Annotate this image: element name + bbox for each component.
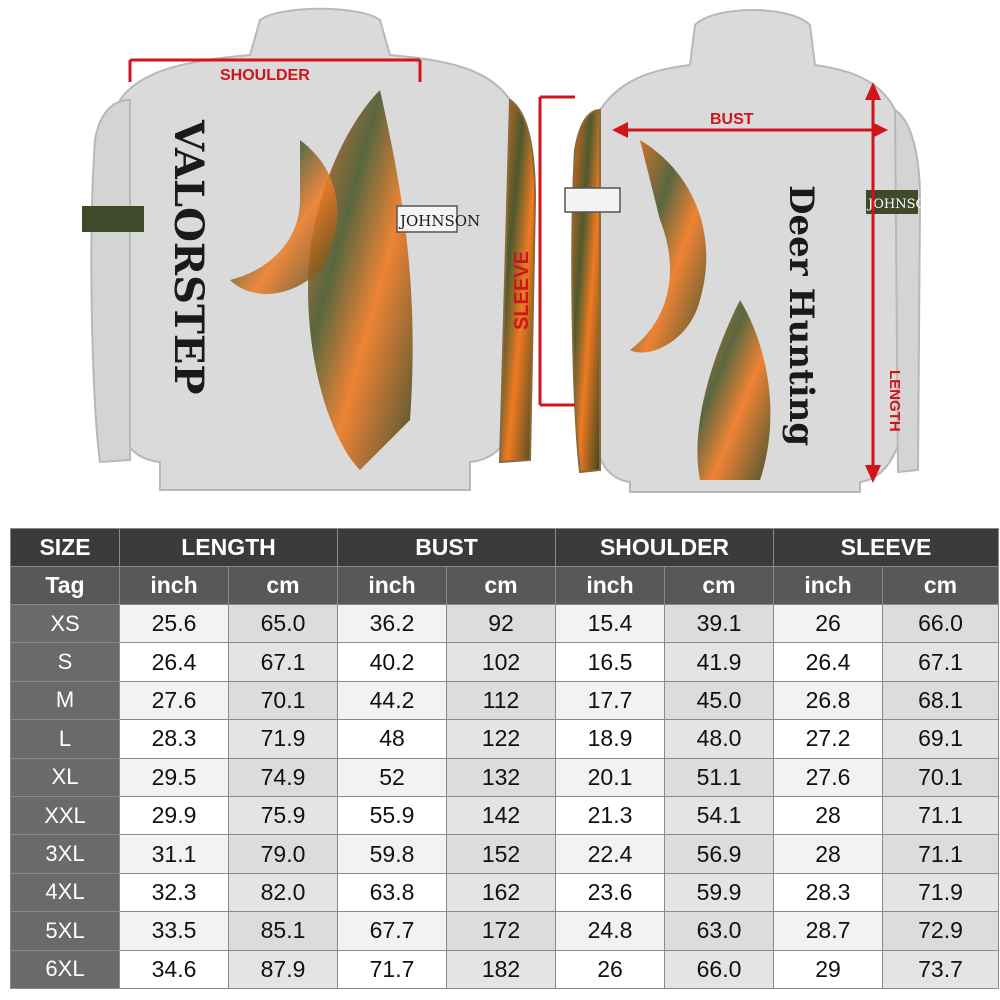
shoulder-cm-cell: 56.9: [665, 835, 774, 873]
table-row: [11, 835, 999, 873]
shoulder-cm-cell: 41.9: [665, 643, 774, 681]
shoulder-label: SHOULDER: [220, 67, 310, 84]
length-in-cell: 26.4: [120, 643, 229, 681]
sleeve-label: SLEEVE: [511, 251, 533, 330]
length-cm-cell: 82.0: [229, 873, 338, 911]
shoulder-cm-cell: 66.0: [665, 950, 774, 988]
tag-subheader: Tag: [11, 567, 120, 605]
shoulder-cm-cell: 59.9: [665, 873, 774, 911]
size-header: SIZE: [11, 529, 120, 567]
sleeve-in-cell: 28: [774, 796, 883, 834]
bust-in-cell: 71.7: [338, 950, 447, 988]
table-row: [11, 873, 999, 911]
table-row: [11, 950, 999, 988]
bust-in-cell: 55.9: [338, 796, 447, 834]
back-hoodie: [82, 9, 535, 490]
bust-cm-cell: 142: [447, 796, 556, 834]
back-print-text: VALORSTEP: [165, 120, 212, 395]
shoulder-cm-cell: 48.0: [665, 720, 774, 758]
table-row: [11, 912, 999, 950]
length-inch-subheader: inch: [120, 567, 229, 605]
sleeve-cm-cell: 71.1: [883, 796, 999, 834]
length-in-cell: 31.1: [120, 835, 229, 873]
bust-in-cell: 63.8: [338, 873, 447, 911]
front-hoodie: [511, 10, 938, 492]
size-tag-cell: L: [11, 720, 120, 758]
table-row: [11, 796, 999, 834]
length-in-cell: 32.3: [120, 873, 229, 911]
length-label: LENGTH: [886, 370, 903, 432]
bust-cm-cell: 182: [447, 950, 556, 988]
sleeve-cm-cell: 71.1: [883, 835, 999, 873]
bust-cm-cell: 122: [447, 720, 556, 758]
bust-cm-subheader: cm: [447, 567, 556, 605]
bust-cm-cell: 92: [447, 605, 556, 643]
shoulder-in-cell: 20.1: [556, 758, 665, 796]
bust-in-cell: 67.7: [338, 912, 447, 950]
sleeve-cm-cell: 71.9: [883, 873, 999, 911]
length-in-cell: 33.5: [120, 912, 229, 950]
size-tag-cell: M: [11, 681, 120, 719]
shoulder-cm-cell: 45.0: [665, 681, 774, 719]
size-tag-cell: 6XL: [11, 950, 120, 988]
sleeve-cm-subheader: cm: [883, 567, 999, 605]
bust-in-cell: 59.8: [338, 835, 447, 873]
sleeve-cm-cell: 66.0: [883, 605, 999, 643]
shoulder-cm-cell: 54.1: [665, 796, 774, 834]
shoulder-header: SHOULDER: [556, 529, 774, 567]
shoulder-cm-cell: 51.1: [665, 758, 774, 796]
bust-in-cell: 36.2: [338, 605, 447, 643]
length-cm-cell: 79.0: [229, 835, 338, 873]
bust-inch-subheader: inch: [338, 567, 447, 605]
bust-cm-cell: 132: [447, 758, 556, 796]
table-row: [11, 681, 999, 719]
length-cm-cell: 75.9: [229, 796, 338, 834]
bust-header: BUST: [338, 529, 556, 567]
length-in-cell: 34.6: [120, 950, 229, 988]
table-row: [11, 643, 999, 681]
length-cm-cell: 87.9: [229, 950, 338, 988]
length-in-cell: 27.6: [120, 681, 229, 719]
size-chart-table: [10, 528, 999, 989]
table-header-row: [11, 529, 999, 567]
size-tag-cell: 5XL: [11, 912, 120, 950]
sleeve-cm-cell: 67.1: [883, 643, 999, 681]
length-in-cell: 28.3: [120, 720, 229, 758]
shoulder-in-cell: 15.4: [556, 605, 665, 643]
table-row: [11, 605, 999, 643]
length-in-cell: 29.5: [120, 758, 229, 796]
length-cm-cell: 71.9: [229, 720, 338, 758]
length-cm-subheader: cm: [229, 567, 338, 605]
length-in-cell: 25.6: [120, 605, 229, 643]
sleeve-in-cell: 26.8: [774, 681, 883, 719]
size-tag-cell: 3XL: [11, 835, 120, 873]
sleeve-in-cell: 29: [774, 950, 883, 988]
shoulder-inch-subheader: inch: [556, 567, 665, 605]
bust-cm-cell: 172: [447, 912, 556, 950]
sleeve-in-cell: 27.6: [774, 758, 883, 796]
sleeve-cm-cell: 68.1: [883, 681, 999, 719]
bust-label: BUST: [710, 111, 754, 128]
shoulder-in-cell: 18.9: [556, 720, 665, 758]
sleeve-inch-subheader: inch: [774, 567, 883, 605]
shoulder-cm-cell: 39.1: [665, 605, 774, 643]
sleeve-cm-cell: 70.1: [883, 758, 999, 796]
shoulder-cm-cell: 63.0: [665, 912, 774, 950]
bust-cm-cell: 102: [447, 643, 556, 681]
bust-cm-cell: 112: [447, 681, 556, 719]
shoulder-cm-subheader: cm: [665, 567, 774, 605]
bust-in-cell: 44.2: [338, 681, 447, 719]
sleeve-in-cell: 28: [774, 835, 883, 873]
sleeve-cm-cell: 73.7: [883, 950, 999, 988]
sleeve-in-cell: 27.2: [774, 720, 883, 758]
sleeve-cm-cell: 69.1: [883, 720, 999, 758]
length-in-cell: 29.9: [120, 796, 229, 834]
shoulder-in-cell: 23.6: [556, 873, 665, 911]
sleeve-in-cell: 26: [774, 605, 883, 643]
size-tag-cell: XS: [11, 605, 120, 643]
shoulder-in-cell: 26: [556, 950, 665, 988]
front-print-text: Deer Hunting: [781, 185, 821, 447]
shoulder-in-cell: 21.3: [556, 796, 665, 834]
bust-cm-cell: 152: [447, 835, 556, 873]
bust-in-cell: 52: [338, 758, 447, 796]
length-cm-cell: 67.1: [229, 643, 338, 681]
sleeve-header: SLEEVE: [774, 529, 999, 567]
bust-in-cell: 40.2: [338, 643, 447, 681]
length-cm-cell: 70.1: [229, 681, 338, 719]
shoulder-in-cell: 16.5: [556, 643, 665, 681]
bust-in-cell: 48: [338, 720, 447, 758]
length-header: LENGTH: [120, 529, 338, 567]
front-sleeve-name-text: JOHNSON: [868, 197, 938, 212]
shoulder-in-cell: 22.4: [556, 835, 665, 873]
size-tag-cell: XL: [11, 758, 120, 796]
sleeve-cm-cell: 72.9: [883, 912, 999, 950]
size-tag-cell: S: [11, 643, 120, 681]
back-sleeve-name-text: JOHNSON: [400, 212, 481, 230]
length-cm-cell: 74.9: [229, 758, 338, 796]
length-cm-cell: 85.1: [229, 912, 338, 950]
sleeve-in-cell: 28.7: [774, 912, 883, 950]
table-row: [11, 720, 999, 758]
table-subheader-row: [11, 567, 999, 605]
shoulder-in-cell: 17.7: [556, 681, 665, 719]
bust-cm-cell: 162: [447, 873, 556, 911]
size-tag-cell: 4XL: [11, 873, 120, 911]
length-cm-cell: 65.0: [229, 605, 338, 643]
sleeve-in-cell: 26.4: [774, 643, 883, 681]
shoulder-in-cell: 24.8: [556, 912, 665, 950]
size-tag-cell: XXL: [11, 796, 120, 834]
table-row: [11, 758, 999, 796]
sleeve-in-cell: 28.3: [774, 873, 883, 911]
